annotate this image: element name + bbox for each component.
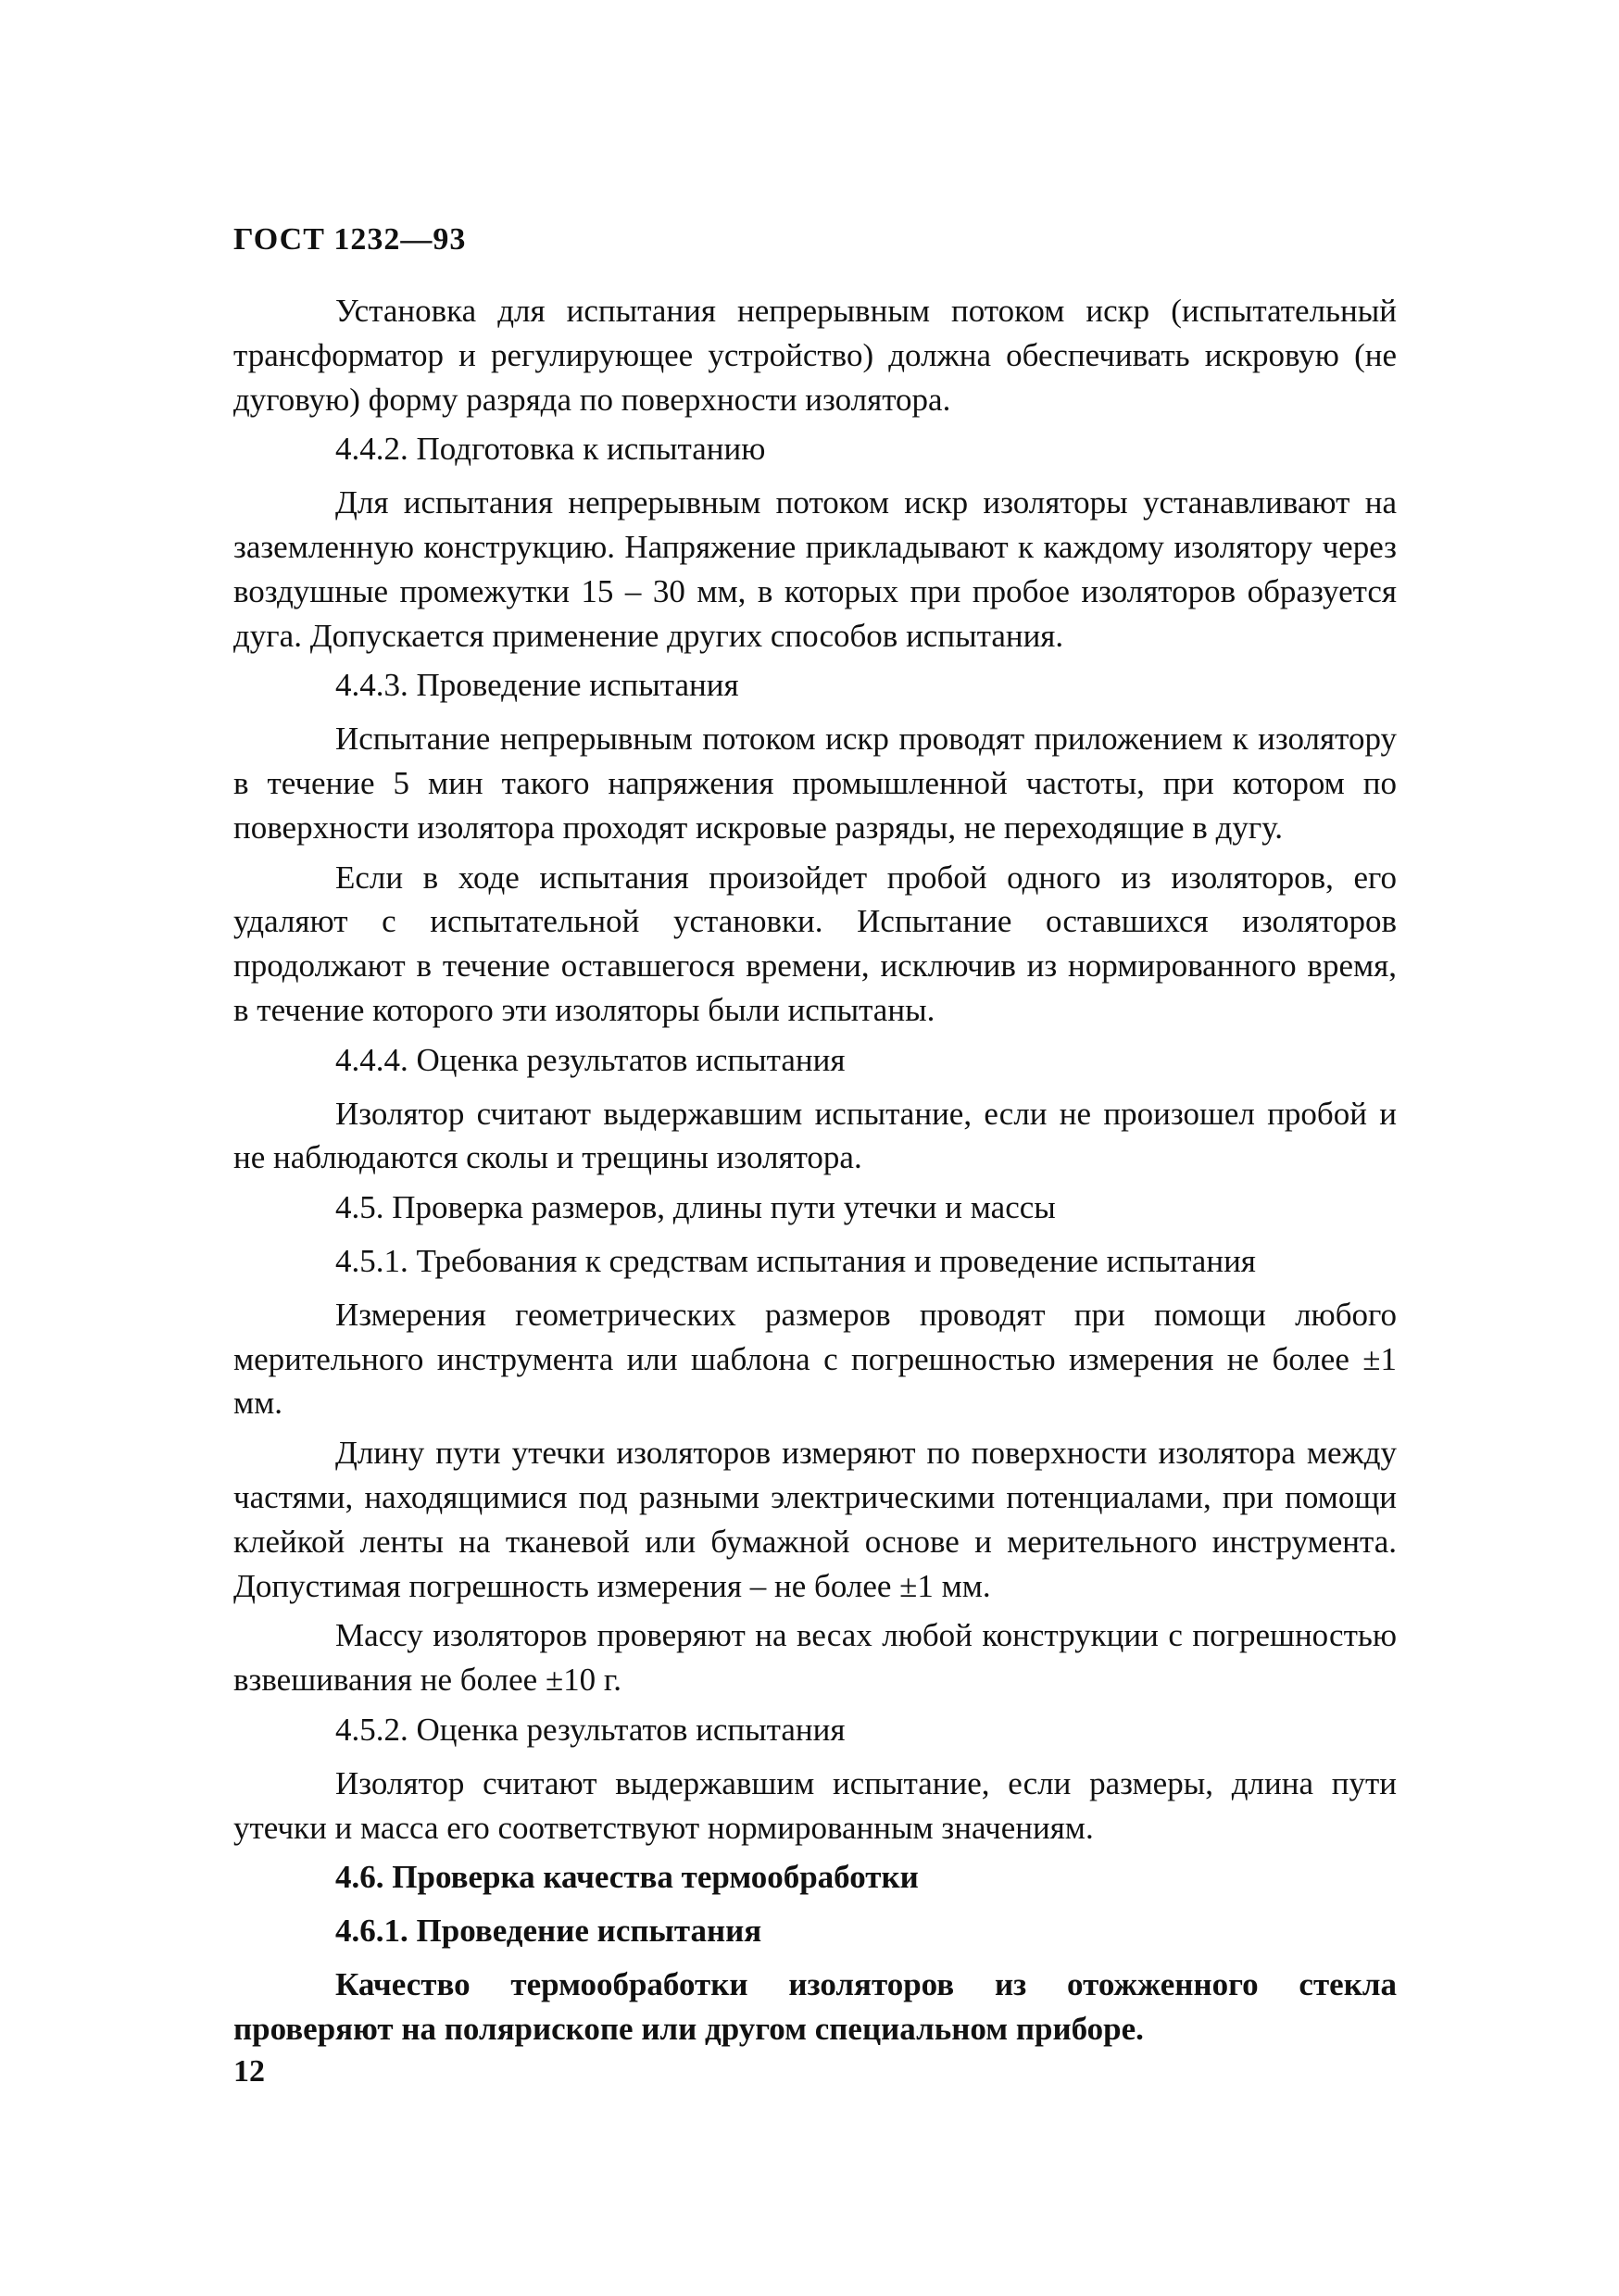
paragraph: Длину пути утечки изоляторов измеряют по поверхности изолятора между частями, находящимися под разными электрическими потенциалами, при помощи клейкой ленты на тканевой или бумажной основе и мерительного инструмента. Допустимая погрешность измерения – не более ±1 мм. — [233, 1435, 1397, 1604]
paragraph: Измерения геометрических размеров проводят при помощи любого мерительного инструмента или шаблона с погрешностью измерения не более ±1 мм. — [233, 1296, 1397, 1422]
document-body — [233, 289, 1397, 2056]
section-heading: 4.6. Проверка качества термообработки — [335, 1859, 919, 1896]
paragraph: Качество термообработки изоляторов из отожженного стекла проверяют на полярископе или другом специальном приборе. — [233, 1965, 1397, 2047]
paragraph: Если в ходе испытания произойдет пробой одного из изоляторов, его удаляют с испытательной установки. Испытание оставшихся изоляторов продолжают в течение оставшегося времени, исключив из нормированного время, в течение которого эти изоляторы были испытаны. — [233, 859, 1397, 1028]
paragraph: Установка для испытания непрерывным потоком искр (испытательный трансформатор и регулирующее устройство) должна обеспечивать искровую (не дуговую) форму разряда по поверхности изолятора. — [233, 293, 1397, 418]
page-number: 12 — [233, 2054, 265, 2089]
paragraph: Массу изоляторов проверяют на весах любой конструкции с погрешностью взвешивания не более ±10 г. — [233, 1617, 1397, 1699]
section-heading: 4.4.3. Проведение испытания — [335, 667, 739, 704]
document-header: ГОСТ 1232—93 — [233, 222, 467, 257]
paragraph: Для испытания непрерывным потоком искр изоляторы устанавливают на заземленную конструкцию. Напряжение прикладывают к каждому изолятору через воздушные промежутки 15 – 30 мм, в которых при пробое изоляторов образуется дуга. Допускается применение других способов испытания. — [233, 484, 1397, 654]
paragraph: Изолятор считают выдержавшим испытание, если размеры, длина пути утечки и масса его соответствуют нормированным значениям. — [233, 1764, 1397, 1846]
section-heading: 4.6.1. Проведение испытания — [335, 1913, 762, 1950]
section-heading: 4.5.1. Требования к средствам испытания и проведение испытания — [335, 1242, 1256, 1279]
paragraph: Изолятор считают выдержавшим испытание, если не произошел пробой и не наблюдаются сколы и трещины изолятора. — [233, 1095, 1397, 1176]
paragraph: Испытание непрерывным потоком искр проводят приложением к изолятору в течение 5 мин такого напряжения промышленной частоты, при котором по поверхности изолятора проходят искровые разряды, не переходящие в дугу. — [233, 721, 1397, 846]
section-heading: 4.4.2. Подготовка к испытанию — [335, 431, 766, 468]
section-heading: 4.4.4. Оценка результатов испытания — [335, 1041, 846, 1078]
section-heading: 4.5.2. Оценка результатов испытания — [335, 1711, 846, 1748]
section-heading: 4.5. Проверка размеров, длины пути утечки и массы — [335, 1189, 1056, 1226]
